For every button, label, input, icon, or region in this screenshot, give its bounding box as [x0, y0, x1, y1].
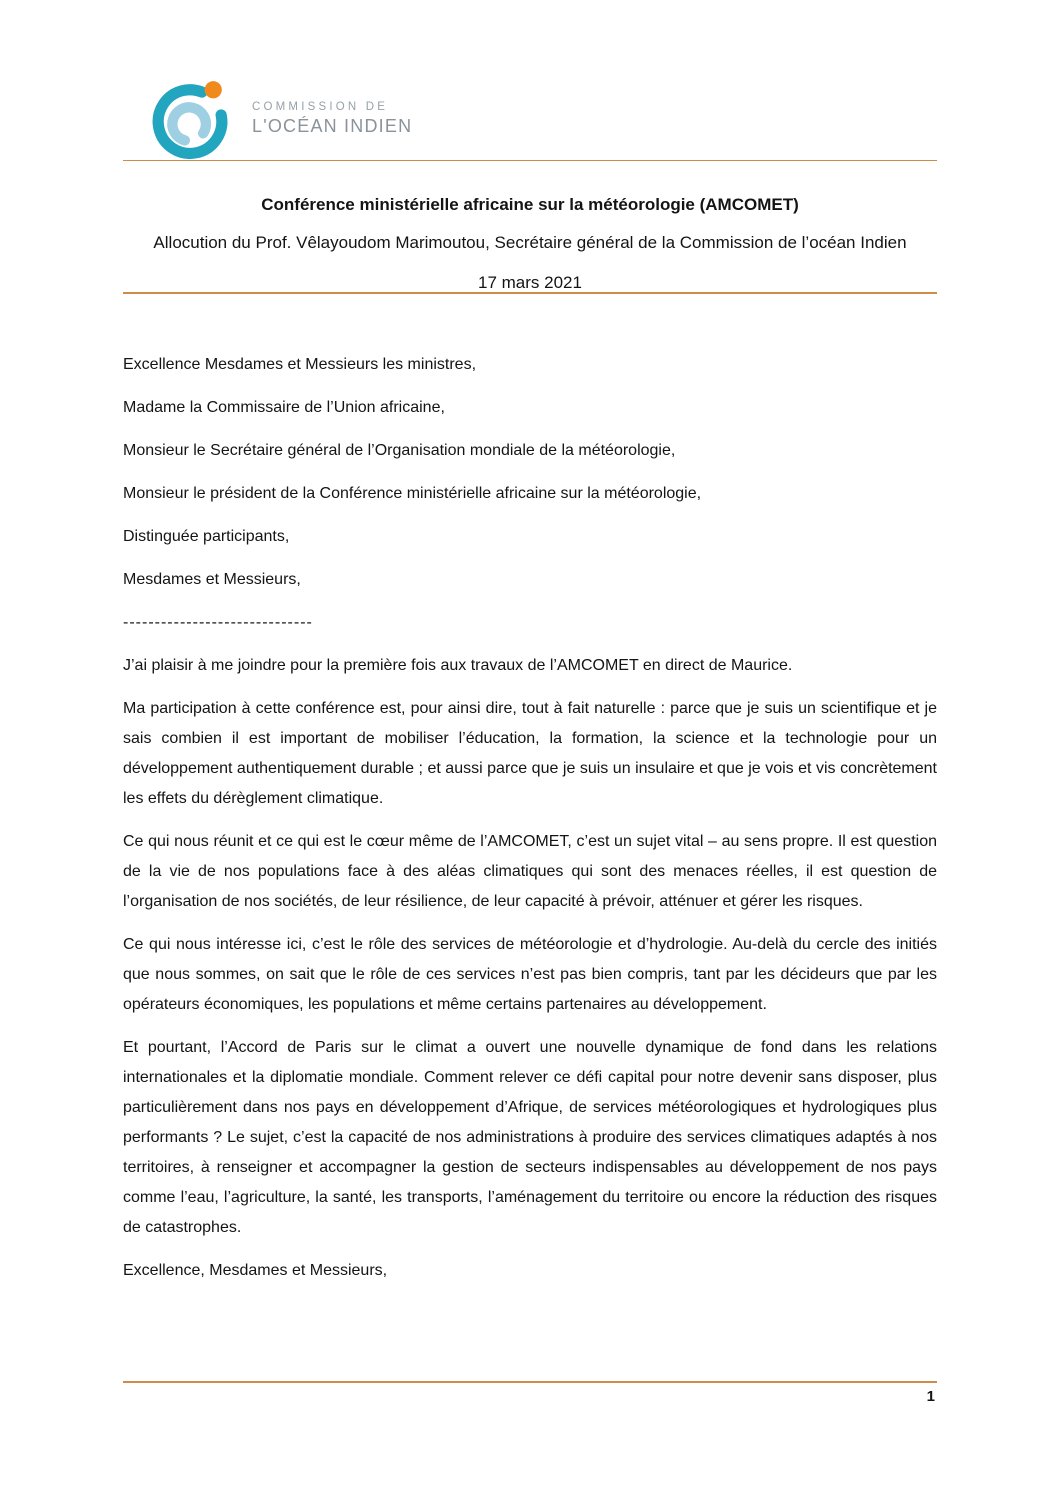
- separator-dashes: ------------------------------: [123, 614, 313, 631]
- salutation-line: Monsieur le président de la Conférence ministérielle africaine sur la météorologie,: [123, 485, 702, 502]
- salutation-line: Excellence Mesdames et Messieurs les ministres,: [123, 356, 477, 373]
- body-paragraph: Et pourtant, l’Accord de Paris sur le climat a ouvert une nouvelle dynamique de fond dans les relations internationales et la diplomatie mondiale. Comment relever ce défi capital pour notre devenir sans disposer, plus particulièrement dans nos pays en développement d’Afrique, de services météorologiques et hydrologiques plus performants ? Le sujet, c’est la capacité de nos administrations à produire des services climatiques adaptés à nos territoires, à renseigner et accompagner la gestion de secteurs indispensables au développement de nos pays comme l’eau, l’agriculture, la santé, les transports, l’aménagement du territoire ou encore la réduction des risques de catastrophes.: [123, 1039, 937, 1236]
- logo-wordmark-line2: L'OCÉAN INDIEN: [252, 116, 413, 136]
- salutation-line: Madame la Commissaire de l’Union africaine,: [123, 399, 445, 416]
- coi-logo-icon: [144, 76, 236, 162]
- title-block: [123, 186, 937, 294]
- title-divider: [123, 292, 937, 294]
- document-body: [123, 350, 937, 1299]
- header-divider: [123, 160, 937, 161]
- salutation-line: Mesdames et Messieurs,: [123, 571, 301, 588]
- body-paragraph: Ce qui nous intéresse ici, c’est le rôle des services de météorologie et d’hydrologie. Au-delà du cercle des initiés que nous sommes, on sait que le rôle de ces services n’est pas bien compris, tant par les décideurs que par les opérateurs économiques, les populations et même certains partenaires au développement.: [123, 936, 937, 1013]
- page-number: 1: [926, 1388, 935, 1405]
- salutation-line: Monsieur le Secrétaire général de l’Organisation mondiale de la météorologie,: [123, 442, 676, 459]
- document-title: Conférence ministérielle africaine sur la météorologie (AMCOMET): [261, 195, 799, 214]
- logo-wordmark-line1: COMMISSION DE: [252, 101, 389, 113]
- logo-wordmark: [252, 101, 412, 137]
- body-paragraph: J’ai plaisir à me joindre pour la première fois aux travaux de l’AMCOMET en direct de Maurice.: [123, 657, 793, 674]
- document-subtitle: Allocution du Prof. Vêlayoudom Marimoutou, Secrétaire général de la Commission de l’océan Indien: [153, 233, 907, 252]
- footer-divider: [123, 1381, 937, 1383]
- body-paragraph: Ma participation à cette conférence est, pour ainsi dire, tout à fait naturelle : parce que je suis un scientifique et je sais combien il est important de mobiliser l’éducation, la formation, la science et la technologie pour un développement authentiquement durable ; et aussi parce que je suis un insulaire et que je vois et vis concrètement les effets du dérèglement climatique.: [123, 700, 937, 807]
- document-date: 17 mars 2021: [478, 273, 582, 292]
- salutation-line: Distinguée participants,: [123, 528, 290, 545]
- body-paragraph: Ce qui nous réunit et ce qui est le cœur même de l’AMCOMET, c’est un sujet vital – au sens propre. Il est question de la vie de nos populations face à des aléas climatiques qui sont des menaces réelles, il est question de l’organisation de nos sociétés, de leur résilience, de leur capacité à prévoir, atténuer et gérer les risques.: [123, 833, 937, 910]
- salutation-line: Excellence, Mesdames et Messieurs,: [123, 1262, 388, 1279]
- organization-logo: [144, 76, 412, 162]
